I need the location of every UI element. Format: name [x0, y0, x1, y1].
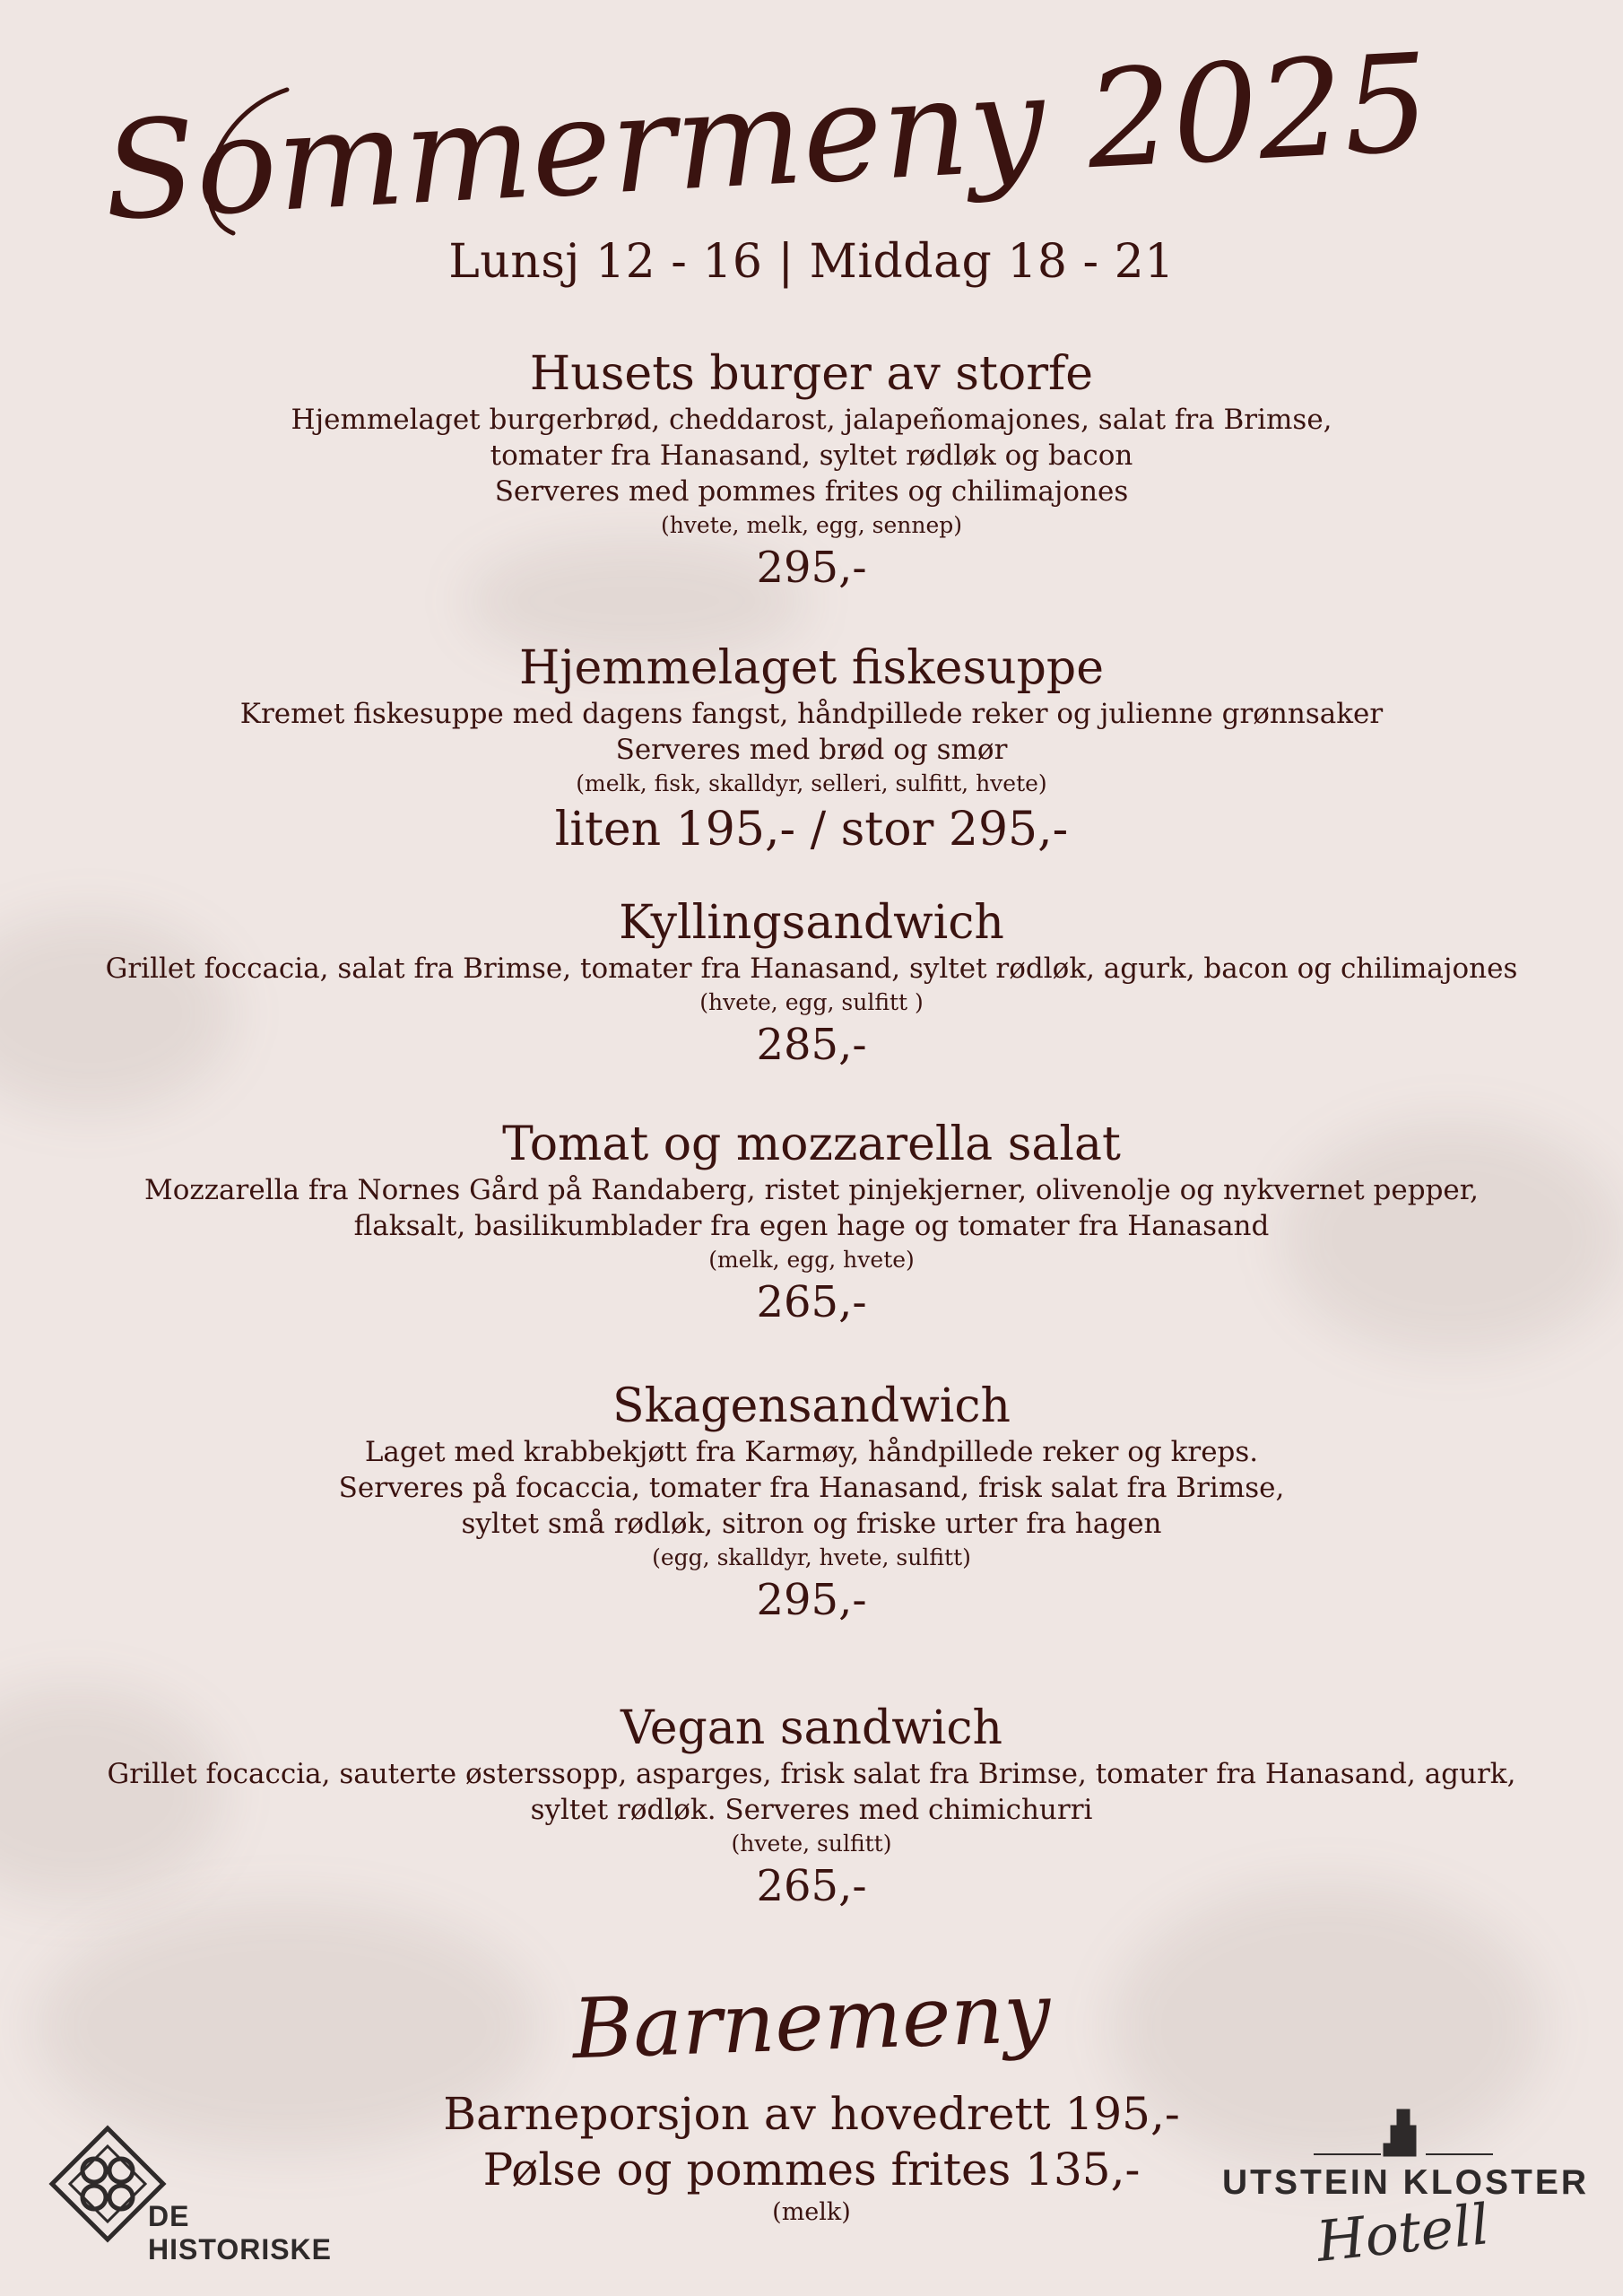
- dish-name: Hjemmelaget fiskesuppe: [519, 641, 1104, 695]
- de-historiske-label: DE HISTORISKE: [148, 2200, 332, 2266]
- dish-price: liten 195,- / stor 295,-: [554, 803, 1069, 857]
- dish-description: syltet små rødløk, sitron og friske urter fra hagen: [461, 1508, 1162, 1540]
- de-historiske-logo: [45, 2121, 377, 2266]
- dish-allergens: (hvete, melk, egg, sennep): [660, 512, 963, 538]
- dish-description: flaksalt, basilikumblader fra egen hage og tomater fra Hanasand: [353, 1210, 1270, 1242]
- dish-description: syltet rødløk. Serveres med chimichurri: [530, 1794, 1093, 1826]
- dish-description: Serveres med pommes frites og chilimajones: [494, 475, 1129, 508]
- dish-description: Serveres med brød og smør: [615, 734, 1008, 766]
- dish-skagen-sandwich: [36, 1378, 1587, 1626]
- dish-name: Vegan sandwich: [620, 1701, 1003, 1755]
- hotell-script-text: Hotell: [1313, 2191, 1493, 2274]
- kids-menu-item: Barneporsjon av hovedrett 195,-: [443, 2088, 1180, 2140]
- dish-allergens: (hvete, sulfitt): [731, 1831, 892, 1857]
- dish-name: Skagensandwich: [612, 1379, 1011, 1433]
- dish-allergens: (hvete, egg, sulfitt ): [699, 989, 924, 1015]
- opening-hours: Lunsj 12 - 16 | Middag 18 - 21: [448, 235, 1175, 289]
- dish-name: Husets burger av storfe: [529, 347, 1094, 401]
- dish-description: Mozzarella fra Nornes Gård på Randaberg, ristet pinjekjerner, olivenolje og nykvernet pepper,: [143, 1174, 1480, 1206]
- hotell-script: [1314, 2193, 1493, 2278]
- dish-price: 265,-: [756, 1861, 867, 1911]
- dish-name: Kyllingsandwich: [619, 896, 1004, 950]
- menu-title: [100, 18, 1434, 260]
- dish-description: Grillet focaccia, sauterte østerssopp, asparges, frisk salat fra Brimse, tomater fra Hanasand, agurk,: [107, 1758, 1516, 1790]
- dish-tomato-mozzarella: [36, 1117, 1587, 1328]
- dish-description: Serveres på focaccia, tomater fra Hanasand, frisk salat fra Brimse,: [338, 1472, 1285, 1504]
- kids-menu-item: Pølse og pommes frites 135,-: [482, 2144, 1141, 2196]
- dish-description: Grillet foccacia, salat fra Brimse, tomater fra Hanasand, syltet rødløk, agurk, bacon og chilimajones: [105, 952, 1518, 985]
- dish-chicken-sandwich: [36, 895, 1587, 1071]
- utstein-kloster-label: UTSTEIN KLOSTER: [1222, 2163, 1590, 2202]
- dish-allergens: (melk, fisk, skalldyr, selleri, sulfitt, hvete): [576, 770, 1047, 796]
- dish-description: Hjemmelaget burgerbrød, cheddarost, jalapeñomajones, salat fra Brimse,: [291, 404, 1332, 436]
- dish-vegan-sandwich: [36, 1700, 1587, 1912]
- dish-description: Laget med krabbekjøtt fra Karmøy, håndpillede reker og kreps.: [364, 1436, 1259, 1468]
- kids-menu-title-text: Barnemeny: [570, 1964, 1053, 2078]
- menu-title-text: Sommermeny 2025: [100, 25, 1434, 251]
- dish-description: Kremet fiskesuppe med dagens fangst, håndpillede reker og julienne grønnsaker: [239, 698, 1384, 730]
- kids-menu-title: [556, 1951, 1067, 2094]
- dish-name: Tomat og mozzarella salat: [502, 1118, 1121, 1171]
- monastery-icon: [1215, 2099, 1592, 2161]
- dish-price: 295,-: [756, 543, 867, 593]
- dish-price: 265,-: [756, 1277, 867, 1327]
- dish-burger: [36, 346, 1587, 594]
- dish-fish-soup: [36, 640, 1587, 856]
- utstein-kloster-logo: [1215, 2099, 1592, 2278]
- dish-allergens: (egg, skalldyr, hvete, sulfitt): [652, 1544, 971, 1570]
- dish-allergens: (melk, egg, hvete): [708, 1247, 915, 1273]
- dish-price: 295,-: [756, 1575, 867, 1625]
- kids-menu-allergens: (melk): [772, 2198, 851, 2226]
- dish-description: tomater fra Hanasand, syltet rødløk og bacon: [490, 439, 1133, 472]
- dish-price: 285,-: [756, 1020, 867, 1070]
